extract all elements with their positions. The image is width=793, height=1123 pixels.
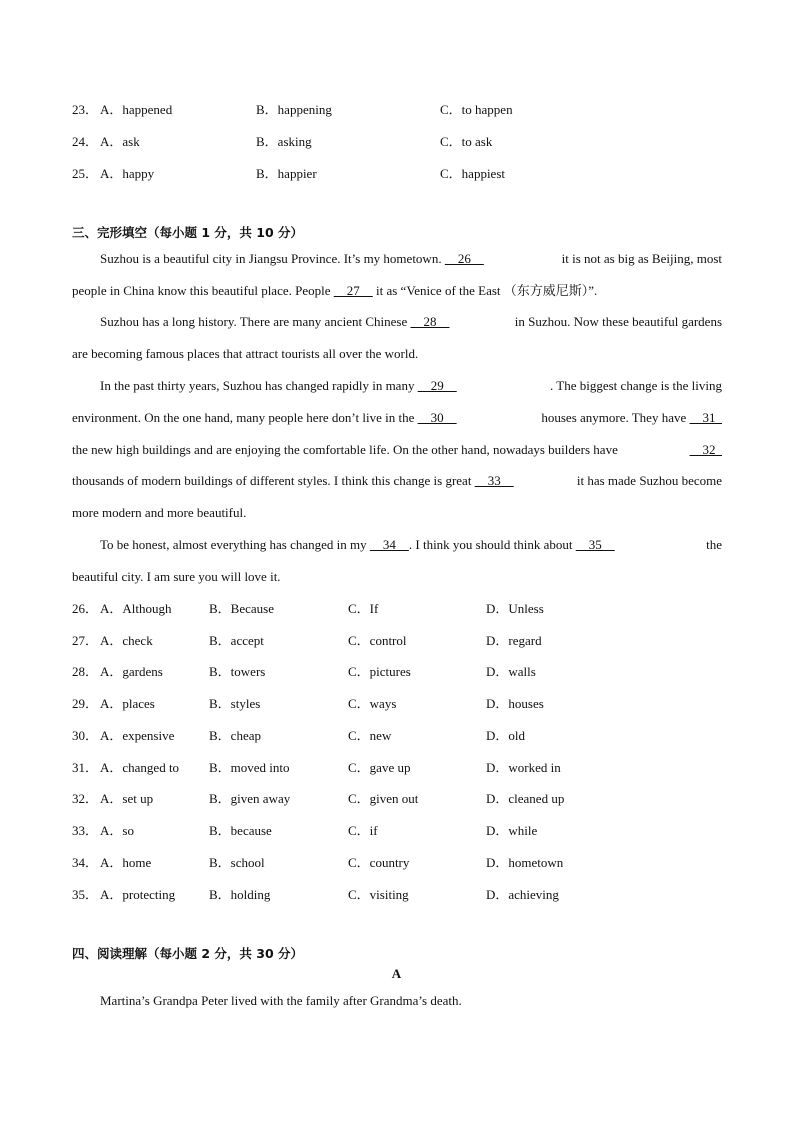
option-b: B．school (209, 855, 265, 870)
question-number: 29． (72, 696, 99, 711)
option-d: D．old (486, 728, 526, 743)
passage-text: people in China know this beautiful place. People (72, 283, 334, 298)
passage-label: A (391, 966, 402, 981)
option-a: A．places (100, 696, 155, 711)
question-number: 23． (72, 102, 99, 117)
passage-line (100, 992, 722, 1010)
passage-line (72, 568, 722, 586)
option-d: D．while (486, 823, 538, 838)
blank-32: 32 (689, 442, 722, 457)
blank-29: 29 (417, 378, 457, 393)
blank-30: 30 (417, 410, 457, 425)
blank-34: 34 (369, 537, 409, 552)
blank-28: 28 (410, 314, 450, 329)
passage-line (72, 441, 722, 459)
option-d: D．achieving (486, 887, 559, 902)
passage-line (72, 282, 722, 300)
passage-text: Suzhou is a beautiful city in Jiangsu Province. It’s my hometown. (100, 251, 445, 266)
blank-27: 27 (333, 283, 373, 298)
question-number: 33． (72, 823, 99, 838)
option-b: B．Because (209, 601, 274, 616)
option-a: A．happy (100, 166, 155, 181)
passage-text: in Suzhou. Now these beautiful gardens (514, 314, 722, 329)
passage-text: Suzhou has a long history. There are many ancient Chinese (100, 314, 411, 329)
option-b: B．happening (256, 102, 332, 117)
option-d: D．walls (486, 664, 536, 679)
passage-text: more modern and more beautiful. (72, 505, 247, 520)
option-c: C．country (348, 855, 410, 870)
option-b: B．happier (256, 166, 317, 181)
option-b: B．styles (209, 696, 261, 711)
option-d: D．hometown (486, 855, 564, 870)
option-b: B．because (209, 823, 272, 838)
passage-text: To be honest, almost everything has changed in my (100, 537, 370, 552)
question-number: 25． (72, 166, 99, 181)
passage-line (72, 504, 722, 522)
section-heading-reading: 四、阅读理解（每小题 2 分，共 30 分） (72, 946, 304, 961)
passage-line (100, 377, 722, 395)
passage-text: beautiful city. I am sure you will love it. (72, 569, 281, 584)
option-c: C．visiting (348, 887, 409, 902)
option-c: C．If (348, 601, 379, 616)
passage-text: Martina’s Grandpa Peter lived with the family after Grandma’s death. (100, 993, 462, 1008)
passage-text: In the past thirty years, Suzhou has changed rapidly in many (100, 378, 418, 393)
question-number: 28． (72, 664, 99, 679)
passage-line (100, 250, 722, 268)
passage-line (72, 472, 722, 490)
blank-26: 26 (444, 251, 484, 266)
option-b: B．holding (209, 887, 271, 902)
option-d: D．houses (486, 696, 544, 711)
passage-text: the new high buildings and are enjoying the comfortable life. On the other hand, nowadays builders have (72, 442, 618, 457)
option-a: A．set up (100, 791, 154, 806)
passage-text: it as “Venice of the East （东方威尼斯）”. (372, 283, 598, 298)
option-d: D．Unless (486, 601, 544, 616)
option-a: A．ask (100, 134, 140, 149)
passage-line (100, 313, 722, 331)
option-c: C．gave up (348, 760, 411, 775)
option-b: B．given away (209, 791, 291, 806)
option-b: B．moved into (209, 760, 290, 775)
question-number: 35． (72, 887, 99, 902)
passage-text: . The biggest change is the living (550, 378, 722, 393)
option-c: C．to happen (440, 102, 513, 117)
blank-35: 35 (575, 537, 615, 552)
option-a: A．Although (100, 601, 172, 616)
option-b: B．towers (209, 664, 266, 679)
option-a: A．check (100, 633, 153, 648)
question-number: 31． (72, 760, 99, 775)
blank-31: 31 (689, 410, 722, 425)
option-b: B．asking (256, 134, 312, 149)
question-number: 24． (72, 134, 99, 149)
option-a: A．gardens (100, 664, 163, 679)
option-a: A．expensive (100, 728, 175, 743)
option-b: B．cheap (209, 728, 261, 743)
option-c: C．happiest (440, 166, 505, 181)
passage-line (72, 409, 722, 427)
option-c: C．new (348, 728, 392, 743)
option-a: A．so (100, 823, 134, 838)
option-d: D．cleaned up (486, 791, 565, 806)
passage-text: it is not as big as Beijing, most (561, 251, 722, 266)
passage-text: . I think you should think about (408, 537, 576, 552)
question-number: 27． (72, 633, 99, 648)
passage-text: it has made Suzhou become (576, 473, 722, 488)
section-heading-cloze: 三、完形填空（每小题 1 分，共 10 分） (72, 225, 304, 240)
option-a: A．home (100, 855, 152, 870)
passage-text: are becoming famous places that attract tourists all over the world. (72, 346, 419, 361)
option-c: C．ways (348, 696, 397, 711)
option-c: C．to ask (440, 134, 493, 149)
option-d: D．worked in (486, 760, 561, 775)
option-c: C．if (348, 823, 378, 838)
option-a: A．protecting (100, 887, 176, 902)
option-b: B．accept (209, 633, 264, 648)
passage-text: the (706, 537, 722, 552)
option-c: C．given out (348, 791, 419, 806)
option-c: C．control (348, 633, 407, 648)
option-a: A．changed to (100, 760, 180, 775)
option-a: A．happened (100, 102, 173, 117)
passage-text: environment. On the one hand, many people here don’t live in the (72, 410, 418, 425)
question-number: 32． (72, 791, 99, 806)
question-number: 34． (72, 855, 99, 870)
question-number: 30． (72, 728, 99, 743)
passage-line (100, 536, 722, 554)
passage-text: thousands of modern buildings of different styles. I think this change is great (72, 473, 475, 488)
passage-line (72, 345, 722, 363)
blank-33: 33 (474, 473, 514, 488)
passage-text: houses anymore. They have (541, 410, 690, 425)
question-number: 26． (72, 601, 99, 616)
option-d: D．regard (486, 633, 542, 648)
option-c: C．pictures (348, 664, 411, 679)
